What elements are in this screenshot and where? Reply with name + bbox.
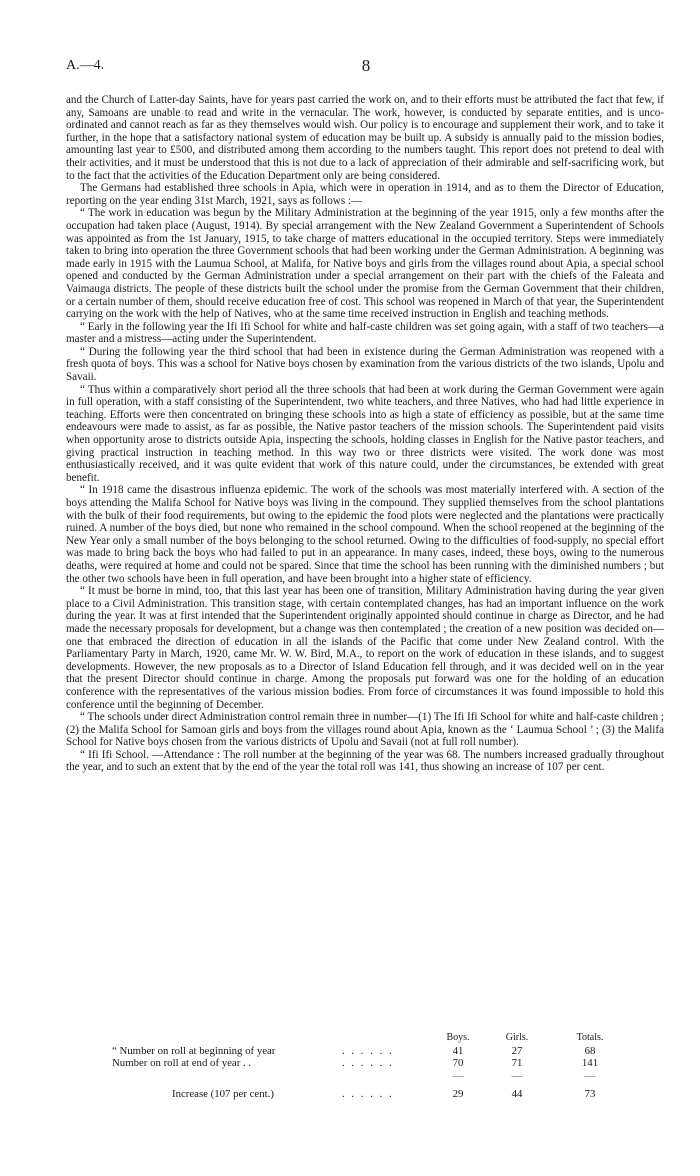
row-label: Increase (107 per cent.) bbox=[172, 1088, 274, 1101]
body-text bbox=[66, 94, 664, 774]
cell-totals: 68 bbox=[584, 1044, 596, 1057]
page-number: 8 bbox=[361, 56, 371, 75]
rule-girls: — bbox=[511, 1069, 523, 1082]
leader-dots: . . . . . . bbox=[342, 1088, 394, 1101]
table-header-row bbox=[66, 1032, 664, 1045]
paragraph: and the Church of Latter-day Saints, have for years past carried the work on, and to their efforts must be attributed the fact that few, if any, Samoans are unable to read and write in the vernacular. The work, however, is conducted by separate entities, and is unco-ordinated and cannot reach as far as they themselves would wish. Our policy is to encourage and supplement their work, and to take it further, in the hope that a satisfactory national system of education may be built up. A subsidy is annually paid to the mission bodies, amounting last year to £500, and distributed among them according to the numbers taught. This report does not pretend to deal with their activities, and it must be understood that this is not due to a lack of appreciation of their admirable and self-sacrificing work, but to the fact that the activities of the Education Department only are being considered. bbox=[66, 94, 664, 182]
paragraph: “ Early in the following year the Ifi Ifi School for white and half-caste children was set going again, with a staff of two teachers—a master and a mistress—acting under the Superintendent. bbox=[66, 320, 664, 346]
leader-dots: . . . . . . bbox=[342, 1057, 394, 1070]
table-row bbox=[66, 1045, 664, 1058]
cell-boys: 29 bbox=[452, 1088, 464, 1101]
row-label: “ Number on roll at beginning of year bbox=[112, 1044, 276, 1057]
table-row-increase bbox=[66, 1088, 664, 1101]
document-reference: A.—4. bbox=[66, 58, 105, 73]
paragraph: “ In 1918 came the disastrous influenza epidemic. The work of the schools was most materially interfered with. A section of the boys attending the Malifa School for Native boys was living in the compound. They supplied themselves from the school plantations with the bulk of their food requirements, but owing to the epidemic the food plots were neglected and the plantations were practically ruined. A number of the boys died, but none who remained in the school compound. When the school reopened at the beginning of the New Year only a small number of the boys belonging to the school returned. Owing to the difficulties of food-supply, no special effort was made to bring back the boys who had failed to put in an appearance. In many cases, indeed, these boys, owing to the numerous deaths, were required at home and could not be spared. Since that time the school has been running with the diminished numbers ; but the other two schools have been in full operation, and have been brought into a higher state of efficiency. bbox=[66, 484, 664, 585]
cell-girls: 44 bbox=[511, 1088, 523, 1101]
cell-totals: 141 bbox=[581, 1057, 599, 1070]
rule-totals: — bbox=[584, 1069, 596, 1082]
cell-girls: 27 bbox=[511, 1044, 523, 1057]
leader-dots: . . . . . . bbox=[342, 1044, 394, 1057]
cell-totals: 73 bbox=[584, 1088, 596, 1101]
cell-girls: 71 bbox=[511, 1057, 523, 1070]
paragraph: “ It must be borne in mind, too, that this last year has been one of transition, Military Administration having during the year given place to a Civil Administration. This transition stage, with certain contemplated changes, has had an important influence on the work during the year. It was at first intended that the Superintendent originally appointed should continue in charge as Director, and he had made the necessary proposals for development, but a change was then contemplated ; the creation of a new position was decided on—one that embraced the direction of education in all the islands of the Pacific that come under New Zealand control. With the Parliamentary Party in March, 1920, came Mr. W. W. Bird, M.A., to report on the work of education in these islands, and to suggest developments. However, the new proposals as to a Director of Island Education fell through, and it was decided well on in the year that the present Director should continue in charge. Among the proposals put forward was one for the holding of an education conference with the representatives of the various mission bodies. From force of circumstances it was found impossible to hold this conference until the beginning of December. bbox=[66, 585, 664, 711]
paragraph: “ The work in education was begun by the Military Administration at the beginning of the year 1915, only a few months after the occupation had taken place (August, 1914). By special arrangement with the New Zealand Government a Superintendent of Schools was appointed as from the 1st January, 1915, to take charge of matters educational in the occupied territory. Steps were immediately taken to bring into operation the three Government schools that had been working under the German Administration. A beginning was made early in 1915 with the Laumua School, at Malifa, for Native boys and girls from the villages round about Apia, a special school opened and conducted by the German Administration under a special arrangement on their part with the chiefs of the Faleata and Vaimauga districts. The people of these districts built the school under the promise from the German Government that their children, or a certain number of them, should receive education free of cost. This school was reopened in March of that year, the Superintendent carrying on the work with the help of Natives, who at the same time received instruction in English and teaching methods. bbox=[66, 207, 664, 321]
column-header-boys: Boys. bbox=[446, 1032, 470, 1043]
column-header-totals: Totals. bbox=[576, 1032, 604, 1043]
paragraph: “ The schools under direct Administration control remain three in number—(1) The Ifi Ifi School for white and half-caste children ; (2) the Malifa School for Samoan girls and boys from the villages round about Apia, known as the ‘ Laumua School ’ ; (3) the Malifa School for Native boys chosen from the various districts of Upolu and Savaii (not at full roll number). bbox=[66, 711, 664, 749]
roll-table bbox=[66, 1032, 664, 1101]
paragraph: “ During the following year the third school that had been in existence during the German Administration was reopened with a fresh quota of boys. This was a school for Native boys chosen by examination from the various districts of the two islands, Upolu and Savaii. bbox=[66, 345, 664, 384]
page-header bbox=[66, 58, 666, 78]
column-header-girls: Girls. bbox=[505, 1032, 529, 1043]
cell-boys: 41 bbox=[452, 1044, 464, 1057]
rule-boys: — bbox=[452, 1069, 464, 1082]
cell-boys: 70 bbox=[452, 1057, 464, 1070]
paragraph: “ Ifi Ifi School. —Attendance : The roll number at the beginning of the year was 68. The numbers increased gradually throughout the year, and to such an extent that by the end of the year the total roll was 141, thus showing an increase of 107 per cent. bbox=[66, 748, 664, 774]
paragraph: The Germans had established three schools in Apia, which were in operation in 1914, and as to them the Director of Education, reporting on the year ending 31st March, 1921, says as follows :— bbox=[66, 182, 664, 207]
paragraph: “ Thus within a comparatively short period all the three schools that had been at work during the German Government were again in full operation, with a staff consisting of the Superintendent, two white teachers, and three Natives, who had had little experience in teaching. Efforts were then concentrated on bringing these schools into as high a state of efficiency as possible, but at the same time endeavours were made to assist, as far as possible, the Native pastor teachers of the mission schools. The Superintendent paid visits when opportunity arose to districts outside Apia, inspecting the schools, holding classes in English for the Native pastor teachers, and giving practical instruction in teaching method. In this way two or three districts were visited. The work done was most enthusiastically received, and it was quite evident that work of this nature could, under the circumstances, be extended with great benefit. bbox=[66, 383, 664, 484]
table-row bbox=[66, 1057, 664, 1070]
row-label: Number on roll at end of year . . bbox=[112, 1057, 252, 1070]
table-rule-row bbox=[66, 1070, 664, 1083]
